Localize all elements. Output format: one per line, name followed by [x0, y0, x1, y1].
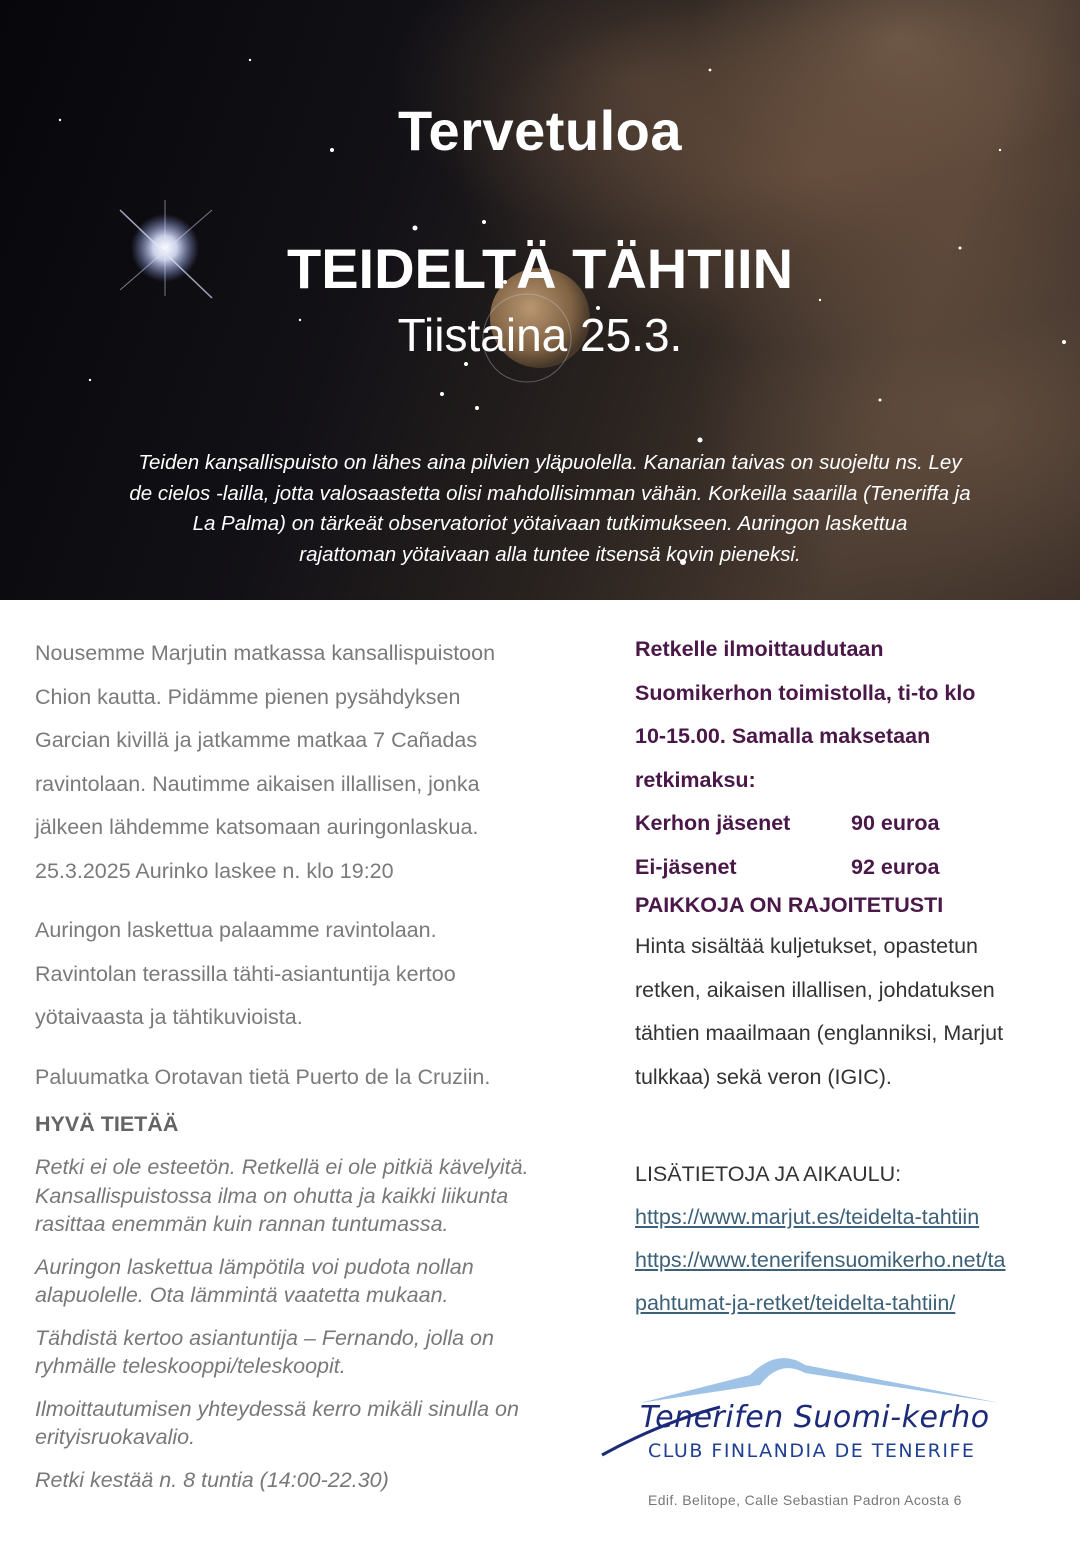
fee-price: 92 euroa: [851, 854, 940, 879]
good-to-know-heading: HYVÄ TIETÄÄ: [35, 1112, 179, 1136]
note-paragraph: [35, 1395, 595, 1452]
hero-banner: [0, 0, 1080, 600]
intro-line: rajattoman yötaivaan alla tuntee itsensä kovin pieneksi.: [299, 542, 801, 566]
text-line: Kansallispuistossa ilma on ohutta ja kaikki liikunta: [35, 1183, 509, 1208]
note-paragraph: [35, 1466, 595, 1495]
event-title: TEIDELTÄ TÄHTIIN: [286, 237, 794, 300]
text-line: Tähdistä kertoo asiantuntija – Fernando, jolla on: [35, 1325, 494, 1350]
club-logo-name: Tenerifen Suomi-kerho: [640, 1400, 990, 1435]
text-line: Chion kautta. Pidämme pienen pysähdyksen: [35, 684, 461, 709]
intro-line: La Palma) on tärkeät observatoriot yötaivaan tutkimukseen. Auringon laskettua: [192, 512, 908, 535]
text-line: alapuolelle. Ota lämmintä vaatetta mukaan.: [35, 1283, 449, 1307]
intro-text: [50, 448, 1050, 570]
club-address: Edif. Belitope, Calle Sebastian Padron Acosta 6: [648, 1492, 962, 1508]
signup-column: [635, 628, 1055, 1325]
welcome-heading: Tervetuloa: [397, 99, 683, 162]
fee-label: Ei-jäsenet: [635, 854, 737, 879]
note-paragraph: [35, 1324, 595, 1381]
text-line: jälkeen lähdemme katsomaan auringonlaskua.: [35, 815, 479, 839]
more-info-heading: LISÄTIETOJA JA AIKAULU:: [635, 1162, 902, 1186]
text-line: Auringon laskettua lämpötila voi pudota nollan: [35, 1254, 474, 1279]
text-line: Retki ei ole esteetön. Retkellä ei ole pitkiä kävelyitä.: [35, 1155, 529, 1179]
text-line: 10-15.00. Samalla maksetaan: [635, 724, 931, 748]
text-line: tulkkaa) sekä veron (IGIC).: [635, 1064, 892, 1089]
link-line[interactable]: https://www.tenerifensuomikerho.net/ta: [635, 1248, 1006, 1272]
itinerary-column: [35, 632, 595, 1494]
text-line: Nousemme Marjutin matkassa kansallispuistoon: [35, 641, 496, 665]
event-date: Tiistaina 25.3.: [397, 309, 683, 361]
text-line: 25.3.2025 Aurinko laskee n. klo 19:20: [35, 858, 394, 883]
text-line: rasittaa enemmän kuin rannan tuntumassa.: [35, 1212, 449, 1236]
text-line: yötaivaasta ja tähtikuvioista.: [35, 1005, 303, 1029]
text-line: Retkelle ilmoittaudutaan: [635, 637, 884, 661]
text-line: retkimaksu:: [635, 767, 756, 792]
text-line: ravintolaan. Nautimme aikaisen illallisen, jonka: [35, 771, 480, 796]
text-line: tähtien maailmaan (englanniksi, Marjut: [635, 1021, 1004, 1045]
text-line: ryhmälle teleskooppi/teleskoopit.: [35, 1354, 346, 1378]
text-line: Ilmoittautumisen yhteydessä kerro mikäli sinulla on: [35, 1396, 519, 1421]
club-logo-subtitle: CLUB FINLANDIA DE TENERIFE: [648, 1440, 976, 1462]
text-line: erityisruokavalio.: [35, 1425, 196, 1449]
return-paragraph: [35, 909, 595, 1040]
fee-row-non-members: [635, 846, 1055, 890]
text-line: Ravintolan terassilla tähti-asiantuntija kertoo: [35, 961, 456, 986]
text-line: Auringon laskettua palaamme ravintolaan.: [35, 918, 437, 942]
text-line: retken, aikaisen illallisen, johdatuksen: [635, 977, 995, 1002]
text-line: Garcian kivillä ja jatkamme matkaa 7 Cañadas: [35, 728, 478, 752]
note-paragraph: [35, 1253, 595, 1310]
note-paragraph: [35, 1153, 595, 1239]
itinerary-paragraph: [35, 632, 595, 893]
link-line[interactable]: pahtumat-ja-retket/teidelta-tahtiin/: [635, 1291, 956, 1315]
limited-seats-notice: PAIKKOJA ON RAJOITETUSTI: [635, 893, 944, 917]
fee-row-members: [635, 802, 1055, 846]
intro-line: de cielos -lailla, jotta valosaastetta olisi mahdollisimman vähän. Korkeilla saarilla (Teneriffa ja: [129, 481, 971, 505]
intro-line: Teiden kansallispuisto on lähes aina pilvien yläpuolella. Kanarian taivas on suojeltu ns. Ley: [138, 451, 962, 474]
text-line: Hinta sisältää kuljetukset, opastetun: [635, 934, 979, 958]
signup-info: [635, 628, 1055, 802]
return-trip-line: Paluumatka Orotavan tietä Puerto de la Cruziin.: [35, 1064, 491, 1089]
marjut-link[interactable]: https://www.marjut.es/teidelta-tahtiin: [635, 1205, 980, 1229]
text-line: Suomikerhon toimistolla, ti-to klo: [635, 680, 976, 705]
fee-label: Kerhon jäsenet: [635, 811, 791, 835]
price-includes: [635, 925, 1055, 1099]
fee-price: 90 euroa: [851, 811, 940, 835]
text-line: Retki kestää n. 8 tuntia (14:00-22.30): [35, 1467, 389, 1492]
suomikerho-link[interactable]: [635, 1239, 1055, 1325]
